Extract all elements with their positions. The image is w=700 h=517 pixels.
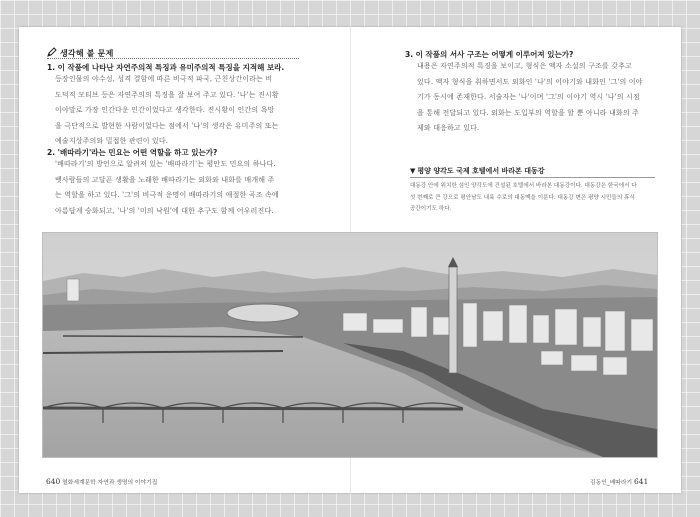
answer-line: 제와 대응하고 있다. xyxy=(417,124,480,132)
left-page-folio xyxy=(46,477,157,486)
answer-line: 을 통해 전달되고 있다. 외화는 도입부의 역할을 할 뿐 아니라 내화의 주 xyxy=(417,108,640,117)
answer-line: 뱃사람들의 고달픈 생활을 노래한 배따라기는 외화와 내화를 매개해 주 xyxy=(55,175,275,184)
answer-line: 아름답게 승화되고, '나'의 '미의 낙원'에 대한 추구도 함께 어우러진다. xyxy=(55,206,274,215)
question-1-answer xyxy=(55,72,301,150)
question-1-title: 1. 이 작품에 나타난 자연주의적 특징과 유미주의적 특징을 지적해 보라. xyxy=(47,63,285,72)
answer-line: 예술지상주의와 밀접한 관련이 있다. xyxy=(55,137,169,145)
photo-caption-text xyxy=(410,181,656,216)
page-number: 640 xyxy=(46,477,61,486)
pencil-icon xyxy=(47,47,57,57)
answer-line: 도덕적 모티브 등은 자연주의의 특징을 잘 보여 주고 있다. '나'는 진시황 xyxy=(55,90,279,99)
answer-line: 이야말로 가장 인간다운 인간이었다고 생각한다. 진시황이 인간의 욕망 xyxy=(55,106,275,114)
question-3-title: 3. 이 작품의 서사 구조는 어떻게 이루어져 있는가? xyxy=(405,50,574,59)
caption-line: 섯 번째로 큰 강으로 평안남도 내륙 수로의 대동맥을 이룬다. 대동강 변은 평양 시민들의 휴식 xyxy=(410,194,635,201)
caption-line: 대동강 안에 위치한 섬인 양각도에 건설된 호텔에서 바라본 대동강이다. 대동강은 한국에서 다 xyxy=(410,183,637,189)
city-river-photo xyxy=(42,232,658,458)
answer-line: 을 극단적으로 발현한 사람이었다는 점에서 '나'의 생각은 유미주의 또는 xyxy=(55,121,279,130)
answer-line: 등장인물의 야수성, 성격 결함에 따른 비극적 파국, 근친상간이라는 비 xyxy=(55,75,273,83)
answer-line: 는 역할을 하고 있다. '그'의 비극적 운명이 배따라기의 애절한 곡조 속에 xyxy=(55,191,279,199)
caption-line: 공간이기도 하다. xyxy=(410,206,452,213)
answer-line: 내용은 자연주의적 특징을 보이고, 형식은 액자 소설의 구조를 갖추고 xyxy=(417,62,632,70)
section-divider xyxy=(47,58,299,59)
right-page-folio xyxy=(590,477,648,486)
photo-illustration xyxy=(43,233,657,457)
question-2-answer xyxy=(55,157,301,219)
answer-line: '배따라기'의 방언으로 알려져 있는 '배따라기'는 평안도 민요의 하나다. xyxy=(55,160,276,168)
question-3-answer xyxy=(417,59,657,137)
section-title-text: 생각해 볼 문제 xyxy=(60,49,114,58)
question-2-title: 2. '배따라기'라는 민요는 어떤 역할을 하고 있는가? xyxy=(47,148,218,157)
caption-divider xyxy=(410,177,655,178)
running-footer: 김동인_배따라기 xyxy=(590,480,633,486)
photo-caption-title xyxy=(410,166,545,176)
answer-line: 기가 동시에 존재한다. 서술자는 '나'이며 '그'의 이야기 역시 '나'의 시점 xyxy=(417,93,640,101)
running-footer: 열화세계문학 자연과 생명의 이야기집 xyxy=(62,480,158,486)
answer-line: 있다. 액자 형식을 취하면서도 외화인 '나'의 이야기와 내화인 '그'의 이야 xyxy=(417,77,643,86)
triangle-down-icon: ▼ xyxy=(410,167,416,175)
page-number: 641 xyxy=(633,477,649,486)
photo-caption-title-text: 평양 양각도 국제 호텔에서 바라본 대동강 xyxy=(417,167,545,175)
